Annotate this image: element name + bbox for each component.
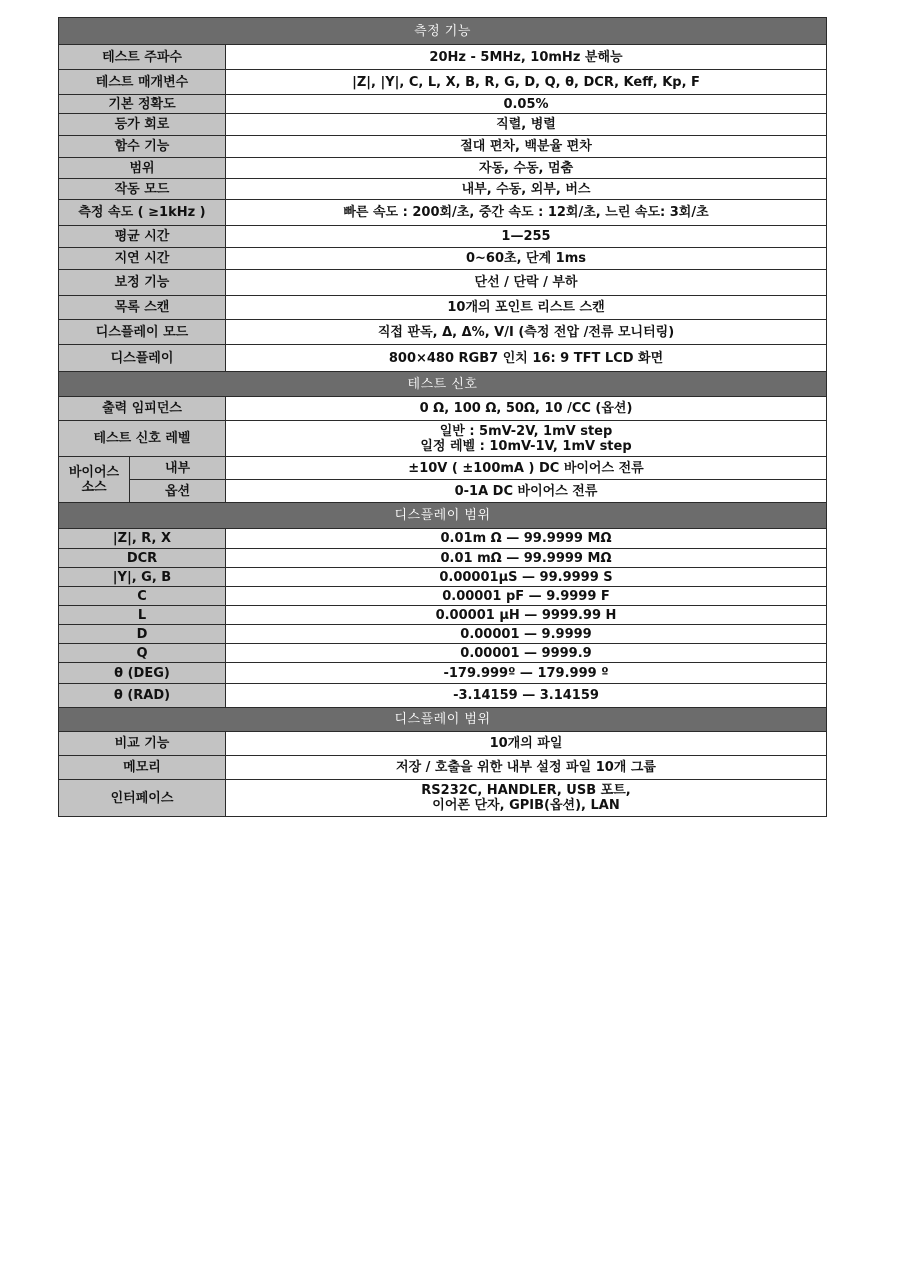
row-label: 평균 시간 (59, 226, 226, 248)
spec-row (59, 397, 827, 421)
spec-row (59, 248, 827, 270)
spec-row (59, 70, 827, 95)
row-label: Q (59, 644, 226, 663)
row-value: 내부, 수동, 외부, 버스 (226, 179, 827, 200)
spec-row (59, 345, 827, 372)
label-line: 소스 (81, 479, 107, 495)
row-label: θ (DEG) (59, 663, 226, 684)
spec-row (59, 45, 827, 70)
row-label: |Y|, G, B (59, 568, 226, 587)
row-value: 0.01 mΩ — 99.9999 MΩ (226, 549, 827, 568)
spec-row (59, 732, 827, 756)
row-label: |Z|, R, X (59, 529, 226, 549)
spec-row (59, 756, 827, 780)
row-value: 0.00001 μH — 9999.99 H (226, 606, 827, 625)
row-label: 등가 회로 (59, 114, 226, 136)
section-header-row (59, 18, 827, 45)
row-label: 메모리 (59, 756, 226, 780)
row-label: DCR (59, 549, 226, 568)
spec-row (59, 270, 827, 296)
row-value: 0.00001 — 9999.9 (226, 644, 827, 663)
row-label: D (59, 625, 226, 644)
row-value: 20Hz - 5MHz, 10mHz 분해능 (226, 45, 827, 70)
value-line: RS232C, HANDLER, USB 포트, (421, 783, 631, 798)
spec-row (59, 226, 827, 248)
row-label: 보정 기능 (59, 270, 226, 296)
row-label: 함수 기능 (59, 136, 226, 158)
value-line: 이어폰 단자, GPIB(옵션), LAN (432, 798, 620, 813)
row-label: 출력 임피던스 (59, 397, 226, 421)
bias-internal-label: 내부 (130, 457, 226, 480)
spec-row (59, 457, 827, 480)
spec-row (59, 587, 827, 606)
row-label: 기본 정확도 (59, 95, 226, 114)
section-test-signal-title: 테스트 신호 (59, 372, 827, 397)
row-value: 0.00001 pF — 9.9999 F (226, 587, 827, 606)
row-value: -179.999º — 179.999 º (226, 663, 827, 684)
spec-row (59, 568, 827, 587)
spec-table (58, 17, 827, 817)
row-label: 측정 속도 ( ≥1kHz ) (59, 200, 226, 226)
bias-option-value: 0-1A DC 바이어스 전류 (226, 480, 827, 503)
row-value: 10개의 포인트 리스트 스캔 (226, 296, 827, 320)
spec-row (59, 320, 827, 345)
row-label: 비교 기능 (59, 732, 226, 756)
row-label: L (59, 606, 226, 625)
section-header-row (59, 372, 827, 397)
row-value: 0~60초, 단계 1ms (226, 248, 827, 270)
spec-row (59, 625, 827, 644)
section-header-row (59, 708, 827, 732)
bias-source-label (59, 457, 130, 503)
row-label: 테스트 매개변수 (59, 70, 226, 95)
spec-row (59, 114, 827, 136)
row-label: 작동 모드 (59, 179, 226, 200)
row-label: 인터페이스 (59, 780, 226, 817)
row-value: 0.05% (226, 95, 827, 114)
row-label: 지연 시간 (59, 248, 226, 270)
spec-row (59, 480, 827, 503)
section-measurement-title: 측정 기능 (59, 18, 827, 45)
spec-row (59, 296, 827, 320)
spec-row (59, 663, 827, 684)
spec-row (59, 529, 827, 549)
spec-row (59, 158, 827, 179)
row-label: 테스트 주파수 (59, 45, 226, 70)
row-label: 테스트 신호 레벨 (59, 421, 226, 457)
row-value: 800×480 RGB7 인치 16: 9 TFT LCD 화면 (226, 345, 827, 372)
row-value: 10개의 파일 (226, 732, 827, 756)
bias-option-label: 옵션 (130, 480, 226, 503)
bias-internal-value: ±10V ( ±100mA ) DC 바이어스 전류 (226, 457, 827, 480)
section-display-range-title: 디스플레이 범위 (59, 503, 827, 529)
row-value: 0.00001 — 9.9999 (226, 625, 827, 644)
spec-row (59, 179, 827, 200)
spec-row (59, 644, 827, 663)
spec-row (59, 684, 827, 708)
spec-row (59, 606, 827, 625)
row-value: 0.01m Ω — 99.9999 MΩ (226, 529, 827, 549)
row-value: 자동, 수동, 멈춤 (226, 158, 827, 179)
row-value (226, 780, 827, 817)
row-label: θ (RAD) (59, 684, 226, 708)
row-value: 단선 / 단락 / 부하 (226, 270, 827, 296)
row-label: 디스플레이 모드 (59, 320, 226, 345)
spec-row (59, 200, 827, 226)
row-value: 1—255 (226, 226, 827, 248)
row-value: 절대 편차, 백분율 편차 (226, 136, 827, 158)
row-value: -3.14159 — 3.14159 (226, 684, 827, 708)
row-value: 직접 판독, Δ, Δ%, V/I (측정 전압 /전류 모니터링) (226, 320, 827, 345)
row-value (226, 421, 827, 457)
section-header-row (59, 503, 827, 529)
row-value: |Z|, |Y|, C, L, X, B, R, G, D, Q, θ, DCR, Keff, Kp, F (226, 70, 827, 95)
value-line: 일정 레벨 : 10mV-1V, 1mV step (420, 438, 632, 454)
row-value: 0.00001μS — 99.9999 S (226, 568, 827, 587)
spec-row (59, 136, 827, 158)
row-value: 0 Ω, 100 Ω, 50Ω, 10 /CC (옵션) (226, 397, 827, 421)
value-line: 일반 : 5mV-2V, 1mV step (439, 423, 613, 439)
row-label: 목록 스캔 (59, 296, 226, 320)
spec-row (59, 549, 827, 568)
spec-row (59, 421, 827, 457)
section-display-range-2-title: 디스플레이 범위 (59, 708, 827, 732)
row-value: 빠른 속도 : 200회/초, 중간 속도 : 12회/초, 느린 속도: 3회/초 (226, 200, 827, 226)
row-label: 범위 (59, 158, 226, 179)
row-label: 디스플레이 (59, 345, 226, 372)
spec-row (59, 95, 827, 114)
row-label: C (59, 587, 226, 606)
spec-row (59, 780, 827, 817)
row-value: 직렬, 병렬 (226, 114, 827, 136)
row-value: 저장 / 호출을 위한 내부 설정 파일 10개 그룹 (226, 756, 827, 780)
label-line: 바이어스 (68, 464, 120, 480)
